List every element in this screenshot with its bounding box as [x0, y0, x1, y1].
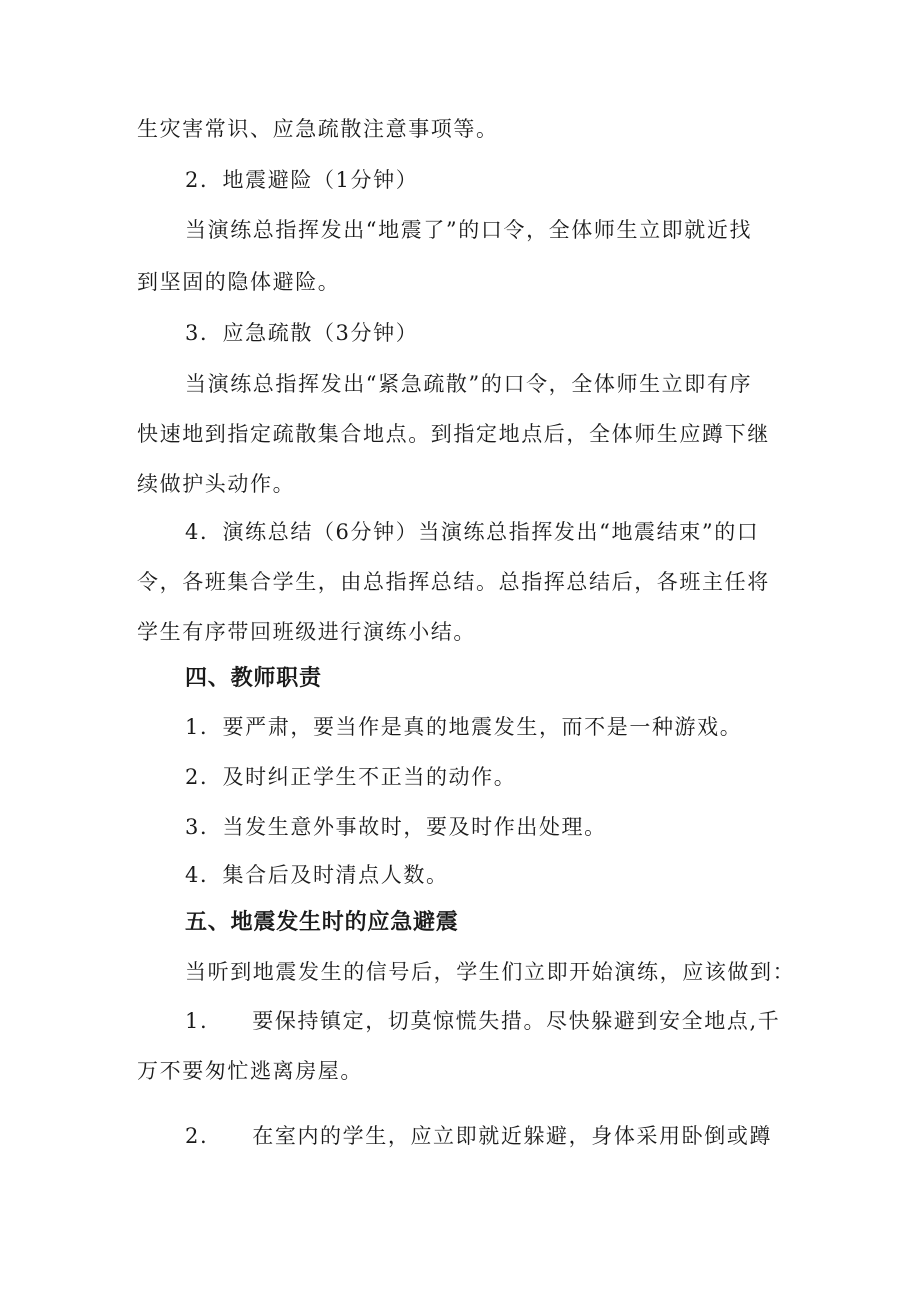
paragraph-line: 学生有序带回班级进行演练小结。 [137, 620, 476, 644]
paragraph-line: 续做护头动作。 [137, 472, 296, 496]
section-heading: 五、地震发生时的应急避震 [185, 910, 459, 935]
list-item: 2．及时纠正学生不正当的动作。 [185, 765, 517, 789]
list-item: 1．要严肃，要当作是真的地震发生，而不是一种游戏。 [185, 715, 743, 739]
section-heading: 四、教师职责 [185, 666, 322, 691]
numbered-item [185, 1006, 780, 1036]
subsection-title: 2．地震避险（1分钟） [185, 168, 419, 192]
list-item: 4．集合后及时清点人数。 [185, 863, 449, 887]
paragraph-line: 快速地到指定疏散集合地点。到指定地点后，全体师生应蹲下继 [137, 422, 770, 446]
item-number: 2. [185, 1124, 209, 1148]
paragraph-line: 生灾害常识、应急疏散注意事项等。 [137, 117, 499, 141]
paragraph-line: 令，各班集合学生，由总指挥总结。总指挥总结后，各班主任将 [137, 570, 770, 594]
item-text: 要保持镇定，切莫惊慌失措。尽快躲避到安全地点,千 [252, 1009, 781, 1033]
paragraph-line: 万不要匆忙逃离房屋。 [137, 1059, 363, 1083]
numbered-item [185, 1121, 772, 1151]
paragraph-line: 当演练总指挥发出“紧急疏散”的口令，全体师生立即有序 [185, 372, 753, 396]
paragraph-line: 到坚固的隐体避险。 [137, 270, 341, 294]
item-number: 1. [185, 1009, 209, 1033]
paragraph-line: 当听到地震发生的信号后，学生们立即开始演练，应该做到： [185, 960, 796, 984]
item-text: 在室内的学生，应立即就近躲避，身体采用卧倒或蹲 [252, 1124, 773, 1148]
paragraph-line: 4．演练总结（6分钟）当演练总指挥发出“地震结束”的口 [185, 520, 760, 544]
list-item: 3．当发生意外事故时，要及时作出处理。 [185, 815, 607, 839]
paragraph-line: 当演练总指挥发出“地震了”的口令，全体师生立即就近找 [185, 218, 753, 242]
subsection-title: 3．应急疏散（3分钟） [185, 321, 419, 345]
